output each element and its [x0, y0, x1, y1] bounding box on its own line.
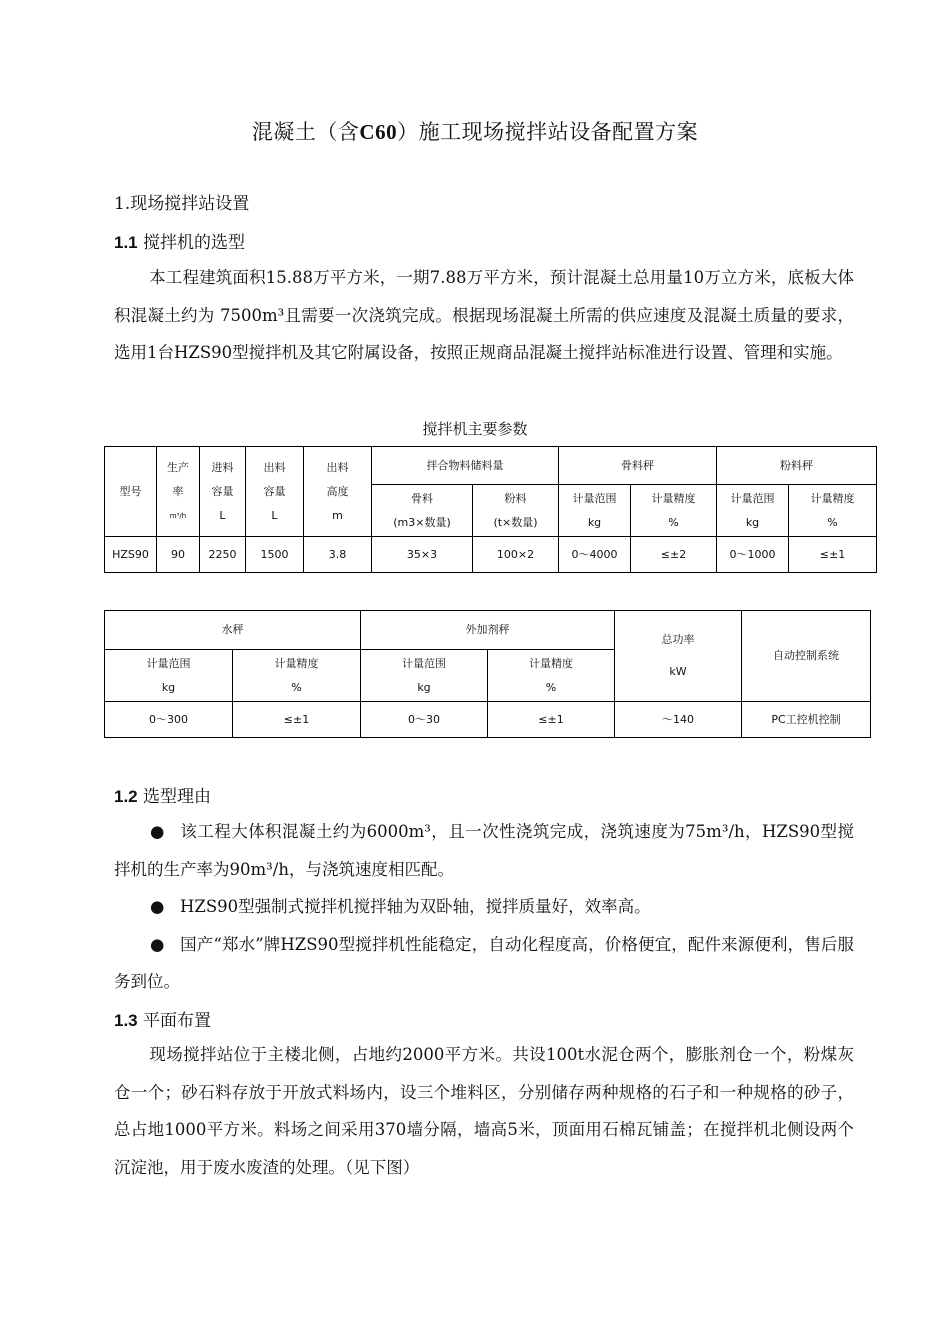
header-model: 型号	[105, 447, 157, 537]
list-item-text: HZS90型强制式搅拌机搅拌轴为双卧轴，搅拌质量好，效率高。	[180, 897, 651, 916]
page-title	[0, 116, 950, 146]
cell-total-power: ～140	[615, 702, 742, 738]
cell-output: 1500	[246, 537, 304, 573]
cell-control-system: PC工控机控制	[742, 702, 871, 738]
bullet-icon: ●	[150, 822, 165, 841]
heading-number: 1.2	[114, 787, 138, 806]
scale-parameters-table	[104, 610, 871, 738]
header-agg-precision: 计量精度 %	[631, 485, 717, 537]
table-row	[105, 702, 871, 738]
header-pow-range: 计量范围 kg	[717, 485, 789, 537]
header-control-system: 自动控制系统	[742, 611, 871, 702]
list-item-text: 该工程大体积混凝土约为6000m³，且一次性浇筑完成，浇筑速度为75m³/h，HZS90型搅拌机的生产率为90m³/h，与浇筑速度相匹配。	[114, 822, 854, 879]
cell-model: HZS90	[105, 537, 157, 573]
mixer-parameters-table	[104, 446, 877, 573]
header-rate: 生产 率 m³/h	[157, 447, 200, 537]
section-heading-1-2	[114, 782, 211, 807]
heading-number: 1.3	[114, 1011, 138, 1030]
list-item	[114, 926, 854, 1001]
header-water-scale: 水秤	[105, 611, 361, 650]
list-item	[114, 813, 854, 888]
header-additive-precision: 计量精度 %	[488, 650, 615, 702]
bullet-icon: ●	[150, 934, 165, 954]
header-powder-scale: 粉料秤	[717, 447, 877, 485]
header-additive-range: 计量范围 kg	[361, 650, 488, 702]
cell-pow-range: 0～1000	[717, 537, 789, 573]
header-input-capacity: 进料 容量 L	[200, 447, 246, 537]
list-item-text: 国产“郑水”牌HZS90型搅拌机性能稳定，自动化程度高，价格便宜，配件来源便利，售后服务到位。	[114, 934, 854, 991]
cell-height: 3.8	[304, 537, 372, 573]
heading-text: 搅拌机的选型	[143, 233, 246, 253]
paragraph-text: 现场搅拌站位于主楼北侧，占地约2000平方米。共设100t水泥仓两个，膨胀剂仓一个，粉煤灰仓一个；砂石料存放于开放式料场内，设三个堆料区，分别储存两种规格的石子和一种规格的砂子，总占地1000平方米。料场之间采用370墙分隔，墙高5米，顶面用石棉瓦铺盖；在搅拌机北侧设两个沉淀池，用于废水废渣的处理。（见下图）	[114, 1045, 854, 1177]
section-heading-1-1	[114, 228, 245, 253]
cell-aggregate: 35×3	[372, 537, 473, 573]
cell-input: 2250	[200, 537, 246, 573]
title-prefix: 混凝土（含	[251, 120, 360, 144]
section-heading-1: 1.现场搅拌站设置	[114, 194, 250, 214]
cell-pow-precision: ≤±1	[789, 537, 877, 573]
table-caption: 搅拌机主要参数	[422, 420, 528, 438]
title-suffix: ）施工现场搅拌站设备配置方案	[397, 120, 699, 144]
paragraph-1-1	[114, 259, 854, 372]
header-powder: 粉料 (t×数量)	[473, 485, 559, 537]
header-aggregate-scale: 骨料秤	[559, 447, 717, 485]
heading-text: 平面布置	[143, 1011, 212, 1031]
cell-water-precision: ≤±1	[233, 702, 361, 738]
table-row	[105, 537, 877, 573]
header-pow-precision: 计量精度 %	[789, 485, 877, 537]
section-heading-1-3	[114, 1006, 211, 1031]
cell-agg-precision: ≤±2	[631, 537, 717, 573]
cell-water-range: 0～300	[105, 702, 233, 738]
header-additive-scale: 外加剂秤	[361, 611, 615, 650]
cell-powder: 100×2	[473, 537, 559, 573]
cell-agg-range: 0～4000	[559, 537, 631, 573]
paragraph-1-3	[114, 1036, 854, 1186]
header-total-power: 总功率 kW	[615, 611, 742, 702]
header-aggregate: 骨料 (m3×数量)	[372, 485, 473, 537]
header-storage: 拌合物料储料量	[372, 447, 559, 485]
header-water-range: 计量范围 kg	[105, 650, 233, 702]
header-output-capacity: 出料 容量 L	[246, 447, 304, 537]
cell-rate: 90	[157, 537, 200, 573]
cell-additive-range: 0～30	[361, 702, 488, 738]
list-item	[114, 888, 854, 926]
heading-text: 选型理由	[143, 787, 212, 807]
bullet-icon: ●	[150, 897, 165, 916]
title-bold: C60	[359, 120, 398, 144]
heading-number: 1.1	[114, 233, 138, 252]
header-discharge-height: 出料 高度 m	[304, 447, 372, 537]
paragraph-text: 本工程建筑面积15.88万平方米，一期7.88万平方米，预计混凝土总用量10万立方米，底板大体积混凝土约为 7500m³且需要一次浇筑完成。根据现场混凝土所需的供应速度及混凝土质量的要求，选用1台HZS90型搅拌机及其它附属设备，按照正规商品混凝土搅拌站标准进行设置、管理和实施。	[114, 268, 854, 362]
bullet-list	[114, 813, 854, 1001]
header-agg-range: 计量范围 kg	[559, 485, 631, 537]
cell-additive-precision: ≤±1	[488, 702, 615, 738]
header-water-precision: 计量精度 %	[233, 650, 361, 702]
